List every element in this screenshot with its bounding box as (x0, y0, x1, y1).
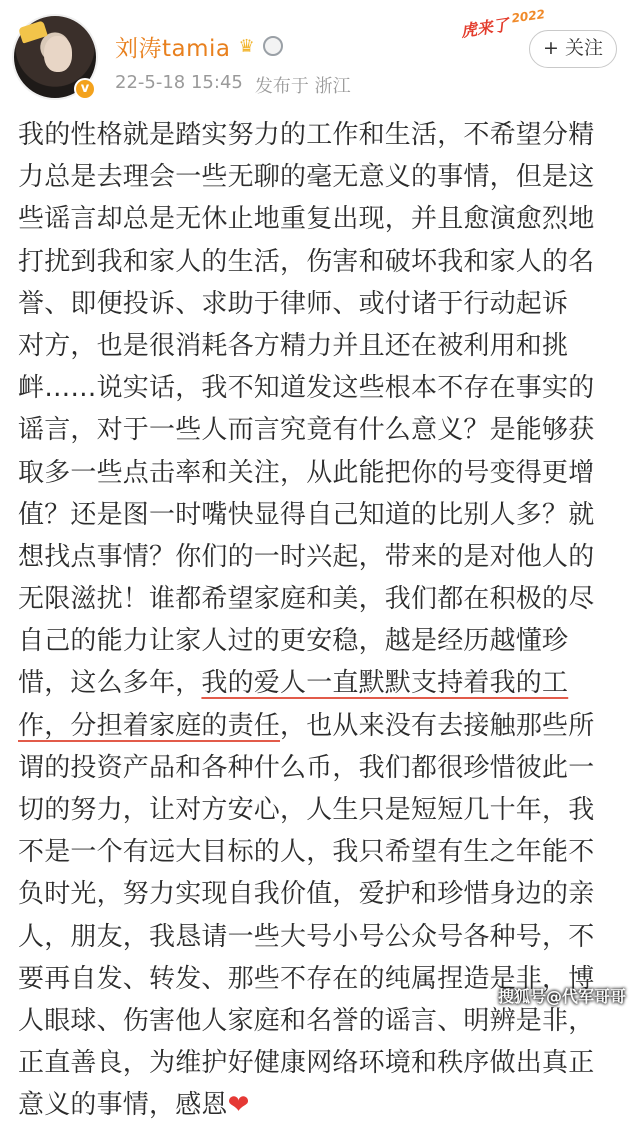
post-line (18, 705, 623, 747)
post-line: 打扰到我和家人的生活，伤害和破坏我和家人的名 (18, 246, 595, 277)
post-line: 人眼球、伤害他人家庭和名誉的谣言、明辨是非， (18, 1005, 595, 1036)
username[interactable]: 刘涛tamia (115, 35, 231, 62)
highlighted-text: 我的爱人一直默默支持着我的工 (201, 668, 569, 699)
post-line: 誉、即便投诉、求助于律师、或付诸于行动起诉 (18, 288, 569, 319)
post-line: 正直善良，为维护好健康网络环境和秩序做出真正 (18, 1048, 595, 1079)
post-line: 些谣言却总是无休止地重复出现，并且愈演愈烈地 (18, 204, 595, 235)
post-line: 负时光，努力实现自我价值，爱护和珍惜身边的亲 (18, 879, 595, 910)
post-line: 要再自发、转发、那些不存在的纯属捏造是非，博 (18, 963, 595, 994)
heart-icon: ❤ (227, 1090, 250, 1121)
avatar-face (44, 36, 72, 72)
post-line: 不是一个有远大目标的人，我只希望有生之年能不 (18, 837, 595, 868)
post-line: 切的努力，让对方安心，人生只是短短几十年，我 (18, 795, 595, 825)
post-line (18, 1084, 623, 1126)
post-line: 人，朋友，我恳请一些大号小号公众号各种号，不 (18, 921, 595, 952)
post-line: 谓的投资产品和各种什么币，我们都很珍惜彼此一 (18, 752, 595, 783)
post-line: 对方，也是很消耗各方精力并且还在被利用和挑 (18, 330, 569, 361)
watermark: 搜狐号@代军哥哥 (498, 987, 627, 1006)
post-text: 惜，这么多年， (18, 668, 202, 699)
avatar-crown-decoration (18, 20, 48, 43)
post-timestamp: 22-5-18 15:45 (115, 72, 243, 93)
post-line: 谣言，对于一些人而言究竟有什么意义？是能够获 (18, 415, 595, 446)
highlighted-text: 作，分担着家庭的责任 (18, 710, 281, 741)
post-meta (115, 72, 351, 98)
crown-icon: ♛ (238, 35, 255, 57)
post-location: 发布于 浙江 (254, 76, 351, 97)
post-header (0, 0, 641, 110)
decoration-year: 2022 (510, 7, 546, 26)
post-line: 自己的能力让家人过的更安稳，越是经历越懂珍 (18, 626, 569, 657)
post-line (18, 662, 623, 704)
post-body (18, 114, 623, 1127)
verified-icon: v (74, 78, 96, 100)
medal-icon (263, 36, 283, 56)
post-line: 衅……说实话，我不知道发这些根本不存在事实的 (18, 373, 595, 404)
post-line: 无限滋扰！谁都希望家庭和美，我们都在积极的尽 (18, 584, 595, 615)
follow-button[interactable]: + 关注 (529, 30, 617, 68)
post-line: 我的性格就是踏实努力的工作和生活，不希望分精 (18, 120, 595, 150)
post-line: 想找点事情？你们的一时兴起，带来的是对他人的 (18, 541, 595, 572)
decoration-text: 虎来了 (459, 15, 510, 41)
post-text: ，也从来没有去接触那些所 (280, 710, 595, 741)
post-line: 值？还是图一时嘴快显得自己知道的比别人多？就 (18, 499, 595, 530)
post-text: 意义的事情，感恩 (18, 1090, 228, 1121)
post-line: 取多一些点击率和关注，从此能把你的号变得更增 (18, 457, 595, 488)
name-row (115, 30, 283, 62)
post-line: 力总是去理会一些无聊的毫无意义的事情，但是这 (18, 162, 595, 193)
